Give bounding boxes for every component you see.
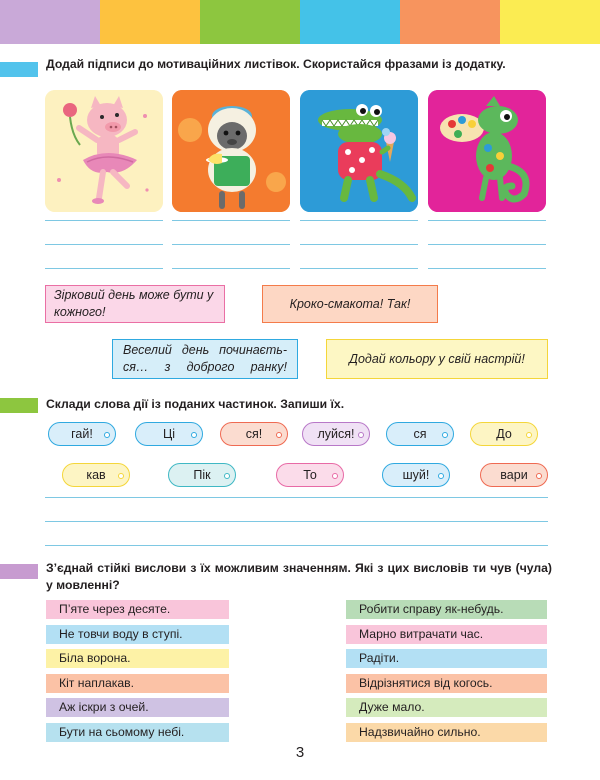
word-part-tag[interactable]	[135, 422, 203, 446]
idiom-item[interactable]: Біла ворона.	[46, 649, 229, 668]
pig-ballerina-icon	[45, 90, 163, 212]
writing-line[interactable]	[172, 220, 290, 221]
tag-label: кав	[86, 468, 106, 482]
task-1-title: Додай підписи до мотиваційних листівок. Скористайся фразами із додатку.	[46, 57, 506, 71]
word-part-tag[interactable]	[302, 422, 370, 446]
phrase-box-croco-yum: Кроко-смакота! Так!	[262, 285, 438, 323]
tag-label: гай!	[71, 427, 93, 441]
meaning-item[interactable]: Відрізнятися від когось.	[346, 674, 547, 693]
meaning-item[interactable]: Дуже мало.	[346, 698, 547, 717]
writing-line[interactable]	[428, 244, 546, 245]
tag-label: Ці	[162, 427, 176, 441]
task-2-title: Склади слова дії із поданих частинок. Запиши їх.	[46, 397, 345, 411]
tag-hole	[358, 432, 364, 438]
idiom-item[interactable]: Кіт наплакав.	[46, 674, 229, 693]
writing-line[interactable]	[45, 497, 548, 498]
word-part-tag[interactable]	[62, 463, 130, 487]
chameleon-with-palette-icon	[428, 90, 546, 212]
card-crocodile-ice-cream	[300, 90, 418, 212]
writing-line[interactable]	[428, 268, 546, 269]
writing-line[interactable]	[45, 268, 163, 269]
meaning-item[interactable]: Марно витрачати час.	[346, 625, 547, 644]
card-chameleon-palette	[428, 90, 546, 212]
writing-line[interactable]	[45, 545, 548, 546]
word-part-tag[interactable]	[276, 463, 344, 487]
color-segment-3	[200, 0, 300, 44]
tag-label: До	[496, 427, 512, 441]
task-1-marker	[0, 62, 38, 77]
card-sheep-teacup	[172, 90, 290, 212]
word-part-tag[interactable]	[382, 463, 450, 487]
writing-line[interactable]	[300, 244, 418, 245]
phrase-box-star-day: Зірковий день може бути у кожного!	[45, 285, 225, 323]
sheep-with-teacup-icon	[172, 90, 290, 212]
meaning-item[interactable]: Радіти.	[346, 649, 547, 668]
writing-line[interactable]	[300, 268, 418, 269]
writing-line[interactable]	[45, 220, 163, 221]
writing-line[interactable]	[300, 220, 418, 221]
tag-hole	[536, 473, 542, 479]
card-pig-ballerina	[45, 90, 163, 212]
tag-hole	[224, 473, 230, 479]
meaning-item[interactable]: Надзвичайно сильно.	[346, 723, 547, 742]
color-segment-1	[0, 0, 100, 44]
idiom-item[interactable]: Не товчи воду в ступі.	[46, 625, 229, 644]
word-part-tag[interactable]	[386, 422, 454, 446]
phrase-box-merry-day: Веселий день починаєть- ся… з доброго ранку!	[112, 339, 298, 379]
writing-line[interactable]	[45, 244, 163, 245]
crocodile-with-ice-cream-icon	[300, 90, 418, 212]
writing-line[interactable]	[172, 244, 290, 245]
meaning-item[interactable]: Робити справу як-небудь.	[346, 600, 547, 619]
word-part-tag[interactable]	[470, 422, 538, 446]
word-part-tag[interactable]	[48, 422, 116, 446]
word-part-tag[interactable]	[220, 422, 288, 446]
tag-hole	[276, 432, 282, 438]
tag-label: ся!	[245, 427, 263, 441]
task-3-marker	[0, 564, 38, 579]
color-segment-4	[300, 0, 400, 44]
task-2-marker	[0, 398, 38, 413]
page-number: 3	[295, 744, 305, 761]
writing-line[interactable]	[172, 268, 290, 269]
tag-hole	[118, 473, 124, 479]
tag-label: ся	[413, 427, 427, 441]
tag-hole	[104, 432, 110, 438]
tag-hole	[191, 432, 197, 438]
top-color-bar	[0, 0, 600, 44]
tag-label: То	[303, 468, 317, 482]
writing-line[interactable]	[45, 521, 548, 522]
tag-label: луйся!	[317, 427, 355, 441]
tag-hole	[438, 473, 444, 479]
word-part-tag[interactable]	[480, 463, 548, 487]
word-part-tag[interactable]	[168, 463, 236, 487]
color-segment-6	[500, 0, 600, 44]
idiom-item[interactable]: Аж іскри з очей.	[46, 698, 229, 717]
task-3-title: З’єднай стійкі вислови з їх можливим значенням. Які з цих висловів ти чув (чула) у мовленні?	[46, 561, 552, 592]
idiom-item[interactable]: П’яте через десяте.	[46, 600, 229, 619]
color-segment-2	[100, 0, 200, 44]
tag-label: шуй!	[402, 468, 430, 482]
color-segment-5	[400, 0, 500, 44]
tag-hole	[332, 473, 338, 479]
writing-line[interactable]	[428, 220, 546, 221]
tag-label: Пік	[193, 468, 211, 482]
tag-hole	[526, 432, 532, 438]
tag-label: вари	[500, 468, 528, 482]
tag-hole	[442, 432, 448, 438]
phrase-box-add-color: Додай кольору у свій настрій!	[326, 339, 548, 379]
idiom-item[interactable]: Бути на сьомому небі.	[46, 723, 229, 742]
